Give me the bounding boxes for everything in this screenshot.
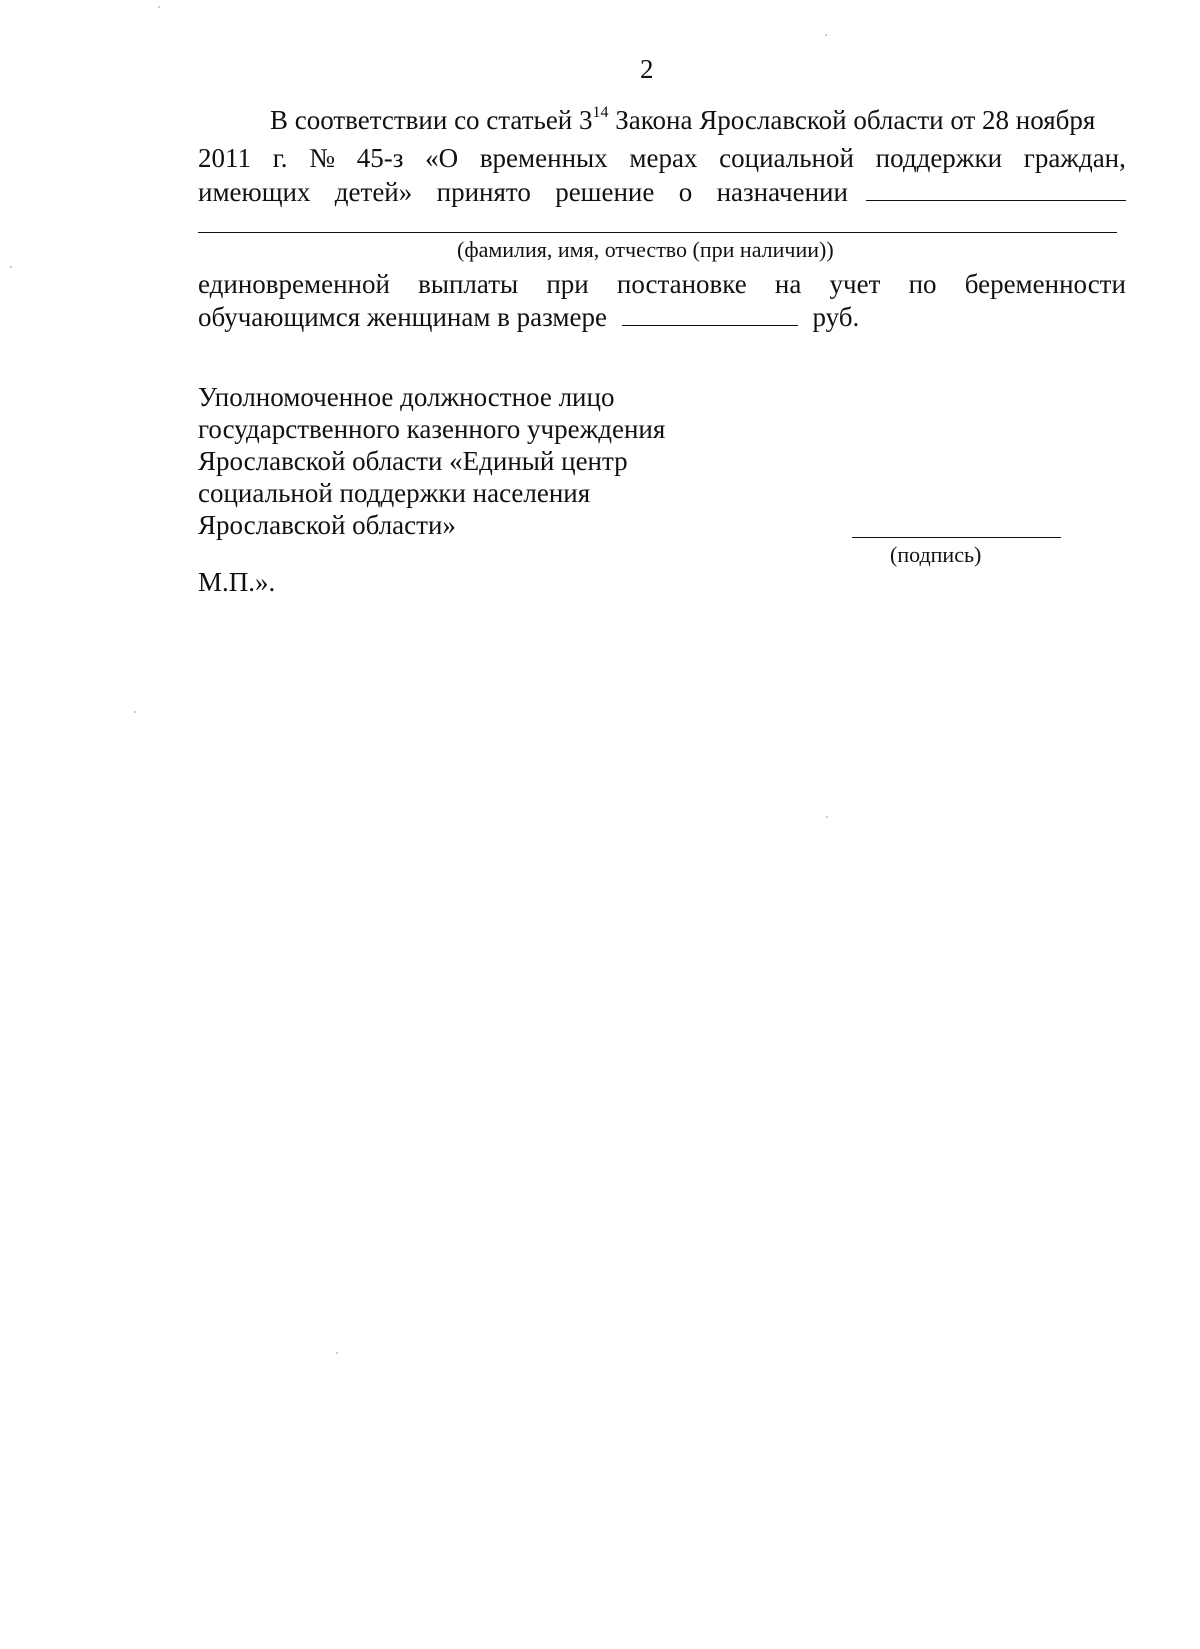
amount-prefix: обучающимся женщинам в размере bbox=[198, 302, 607, 332]
name-blank-line[interactable] bbox=[198, 232, 1117, 233]
official-line: Уполномоченное должностное лицо bbox=[198, 382, 615, 412]
word: социальной bbox=[719, 143, 854, 173]
paragraph2-line2 bbox=[198, 301, 1126, 333]
word: 2011 bbox=[198, 143, 251, 173]
word: граждан, bbox=[1023, 143, 1126, 173]
paragraph1-line3 bbox=[198, 176, 848, 208]
word: имеющих bbox=[198, 177, 311, 207]
word: «О bbox=[425, 143, 459, 173]
word: по bbox=[908, 269, 937, 299]
word: поддержки bbox=[875, 143, 1003, 173]
amount-suffix: руб. bbox=[812, 302, 860, 332]
amount-blank[interactable] bbox=[622, 303, 798, 326]
seal-mark: М.П.». bbox=[198, 567, 276, 597]
name-caption: (фамилия, имя, отчество (при наличии)) bbox=[457, 237, 834, 262]
word: при bbox=[546, 269, 589, 299]
word: временных bbox=[479, 143, 608, 173]
word: о bbox=[678, 177, 693, 207]
name-blank-line-end[interactable] bbox=[866, 200, 1126, 201]
paragraph1-superscript: 14 bbox=[592, 104, 609, 121]
paragraph1-line1-part2: Закона Ярославской области от 28 ноября bbox=[608, 105, 1096, 135]
official-block bbox=[198, 381, 665, 541]
word: принято bbox=[436, 177, 531, 207]
word: № bbox=[309, 143, 335, 173]
word: назначении bbox=[716, 177, 848, 207]
scan-speck bbox=[158, 6, 160, 8]
word: учет bbox=[829, 269, 881, 299]
word: выплаты bbox=[418, 269, 519, 299]
word: г. bbox=[272, 143, 288, 173]
paragraph2-line1 bbox=[198, 268, 1126, 300]
word: 45-з bbox=[356, 143, 404, 173]
paragraph1-line2 bbox=[198, 142, 1126, 174]
word: детей» bbox=[334, 177, 413, 207]
paragraph1-line1 bbox=[198, 104, 1126, 136]
official-line: государственного казенного учреждения bbox=[198, 414, 666, 444]
official-line: Ярославской области «Единый центр bbox=[198, 446, 628, 476]
scan-speck bbox=[10, 266, 12, 268]
scan-speck bbox=[336, 1352, 338, 1354]
word: решение bbox=[555, 177, 655, 207]
word: на bbox=[774, 269, 802, 299]
scan-speck bbox=[826, 816, 828, 818]
paragraph1-line1-part1: В соответствии со статьей 3 bbox=[270, 105, 593, 135]
word: мерах bbox=[629, 143, 698, 173]
signature-caption: (подпись) bbox=[890, 542, 982, 567]
word: беременности bbox=[964, 269, 1126, 299]
official-line: социальной поддержки населения bbox=[198, 478, 591, 508]
word: постановке bbox=[616, 269, 747, 299]
scan-speck bbox=[825, 34, 827, 36]
signature-line[interactable] bbox=[852, 537, 1061, 538]
page-number: 2 bbox=[640, 54, 654, 84]
word: единовременной bbox=[198, 269, 390, 299]
official-line: Ярославской области» bbox=[198, 510, 456, 540]
scan-speck bbox=[134, 711, 136, 713]
